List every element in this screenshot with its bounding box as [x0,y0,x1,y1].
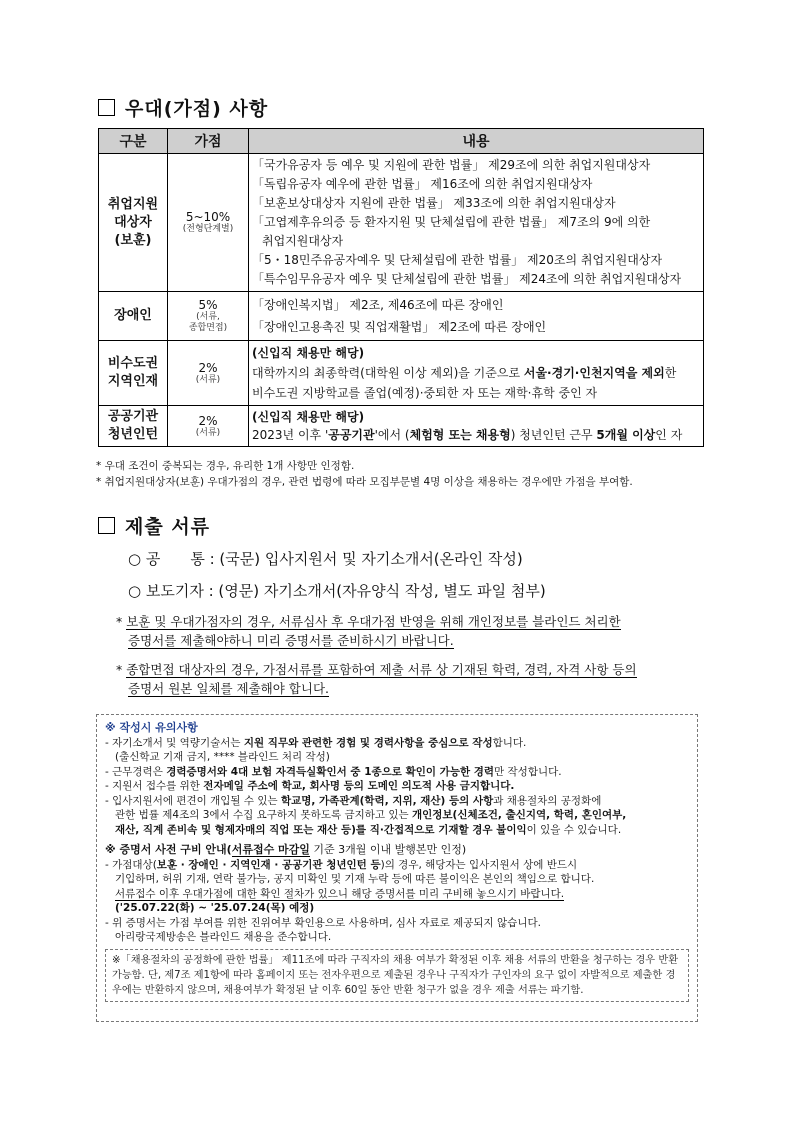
preference-table [98,128,704,447]
content-cell: 「장애인복지법」 제2조, 제46조에 따른 장애인 「장애인고용촉진 및 직업재활법」 제2조에 따른 장애인 [249,292,704,341]
checkbox-square-icon [98,99,115,116]
category-cell: 취업지원 대상자 (보훈) [99,154,168,292]
header-score: 가점 [168,129,249,154]
notice-interview-docs: * 종합면접 대상자의 경우, 가점서류를 포함하여 제출 서류 상 기재된 학력, 경력, 자격 사항 등의 증명서 원본 일체를 제출해야 합니다. [116,662,637,696]
doc-item-reporter: ○ 보도기자 : (영문) 자기소개서(자유양식 작성, 별도 파일 첨부) [128,582,546,600]
writing-guide-box: ※ 작성시 유의사항 - 자기소개서 및 역량기술서는 지원 직무와 관련한 경험 및 경력사항을 중심으로 작성합니다. (출신학교 기재 금지, **** 블라인드 처리 작성) - 근무경력은 경력증명서와 4대 보험 자격득실확인서 중 1종으로 확인이 가능한 경력만 작성합니다. - 지원서 접수를 위한 전자메일 주소에 학교, 회사명 등의 도메인 의도적 사용 금지합니다. - 입사지원서에 편견이 개입될 수 있는 학교명, 가족관계(학력, 지위, 재산) 등의 사항과 채용절차의 공정화에 관한 법률 제4조의 3에서 수집 요구하지 못하도록 금지하고 있는 개인정보(신체조건, 출신지역, 학력, 혼인여부, 재산, 직계 존비속 및 형제자매의 직업 또는 재산 등)를 직·간접적으로 기재할 경우 불이익이 있을 수 있습니다. ※ 증명서 사전 구비 안내(서류접수 마감일 기준 3개월 이내 발행본만 인정) - 가점대상(보훈 · 장애인 · 지역인재 · 공공기관 청년인턴 등)의 경우, 해당자는 입사지원서 상에 반드시 기입하며, 허위 기재, 연락 불가능, 공지 미확인 및 기재 누락 등에 따른 불이익은 본인의 책임으로 합니다. 서류접수 이후 우대가점에 대한 확인 절차가 있으니 해당 증명서를 미리 구비해 놓으시기 바랍니다. ('25.07.22(화) ~ '25.07.24(목) 예정) - 위 증명서는 가점 부여를 위한 진위여부 확인용으로 사용하며, 심사 자료로 제공되지 않습니다. 아리랑국제방송은 블라인드 채용을 준수합니다. ※「채용절차의 공정화에 관한 법률」 제11조에 따라 구직자의 채용 여부가 확정된 이후 채용 서류의 반환을 청구하는 경우 반환 가능함. 단, 제7조 제1항에 따라 홈페이지 또는 전자우편으로 제출된 경우나 구직자가 구인자의 요구 없이 자발적으로 제출한 경우에는 반환하지 않으며, 채용여부가 확정된 날 이후 60일 동안 반환 청구가 없을 경우 제출 서류는 파기함. [96,714,698,1022]
document-return-notice: ※「채용절차의 공정화에 관한 법률」 제11조에 따라 구직자의 채용 여부가 확정된 이후 채용 서류의 반환을 청구하는 경우 반환 가능함. 단, 제7조 제1항에 따라 홈페이지 또는 전자우편으로 제출된 경우나 구직자가 구인자의 요구 없이 자발적으로 제출한 경우에는 반환하지 않으며, 채용여부가 확정된 날 이후 60일 동안 반환 청구가 없을 경우 제출 서류는 파기함. [105,949,689,1002]
table-row [99,406,704,447]
header-category: 구분 [99,129,168,154]
notice-preference-docs: * 보훈 및 우대가점자의 경우, 서류심사 후 우대가점 반영을 위해 개인정보를 블라인드 처리한 증명서를 제출해야하니 미리 증명서를 준비하시기 바랍니다. [116,614,621,648]
section-title-preference: 우대(가점) 사항 [98,94,268,121]
table-notes: * 우대 조건이 중복되는 경우, 유리한 1개 사항만 인정함. * 취업지원대상자(보훈) 우대가점의 경우, 관련 법령에 따라 모집부문별 4명 이상을 채용하는 경우에만 가점을 부여함. [96,460,633,488]
content-cell: 「국가유공자 등 예우 및 지원에 관한 법률」 제29조에 의한 취업지원대상자 「독립유공자 예우에 관한 법률」 제16조에 의한 취업지원대상자 「보훈보상대상자 지원에 관한 법률」 제33조에 의한 취업지원대상자 「고엽제후유의증 등 환자지원 및 단체설립에 관한 법률」 제7조의 9에 의한 취업지원대상자 「5・18민주유공자예우 및 단체설립에 관한 법률」 제20조의 취업지원대상자 「특수임무유공자 예우 및 단체설립에 관한 법률」 제24조에 의한 취업지원대상자 [249,154,704,292]
score-cell: 2% (서류) [168,406,249,447]
category-cell: 비수도권 지역인재 [99,341,168,406]
score-cell: 5~10% (전형단계별) [168,154,249,292]
score-cell: 5% (서류, 종합면접) [168,292,249,341]
doc-item-common: ○ 공 통 : (국문) 입사지원서 및 자기소개서(온라인 작성) [128,550,523,568]
table-row [99,341,704,406]
content-cell: (신입직 채용만 해당) 2023년 이후 '공공기관'에서 (체험형 또는 채용형) 청년인턴 근무 5개월 이상인 자 [249,406,704,447]
content-cell: (신입직 채용만 해당) 대학까지의 최종학력(대학원 이상 제외)을 기준으로 서울·경기·인천지역을 제외한 비수도권 지방학교를 졸업(예정)·중퇴한 자 또는 재학·휴학 중인 자 [249,341,704,406]
table-row [99,292,704,341]
category-cell: 장애인 [99,292,168,341]
checkbox-square-icon [98,517,115,534]
header-content: 내용 [249,129,704,154]
section-title-documents: 제출 서류 [98,512,210,539]
table-header-row [99,129,704,154]
category-cell: 공공기관 청년인턴 [99,406,168,447]
table-row [99,154,704,292]
score-cell: 2% (서류) [168,341,249,406]
